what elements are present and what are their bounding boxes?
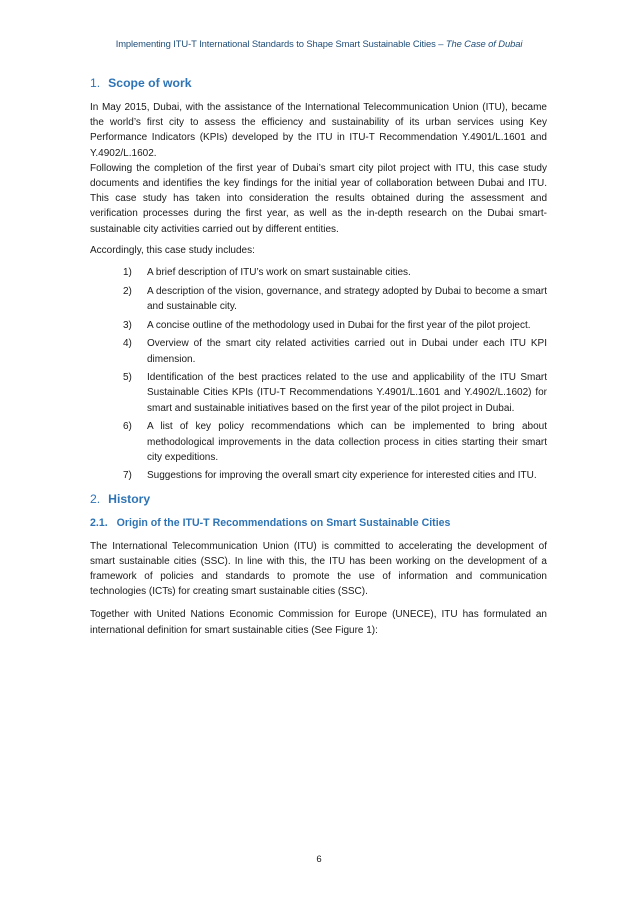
scope-paragraph-1: In May 2015, Dubai, with the assistance of the International Telecommunication Union (ITU), became the world’s first city to assess the efficiency and sustainability of its urban services using Key Performance Indicators (KPIs) developed by the ITU in ITU-T Recommendation Y.4901/L.1601 and Y.4902/L.1602. [90,102,547,159]
history-paragraph-2: Together with United Nations Economic Commission for Europe (UNECE), ITU has formulated an international definition for smart sustainable cities (See Figure 1): [90,609,547,636]
section-2-heading [90,492,547,506]
list-item [90,370,547,416]
section-2-title: History [108,491,151,506]
section-1-heading [90,76,547,90]
list-item-text: A description of the vision, governance, and strategy adopted by Dubai to become a smart and sustainable city. [147,285,547,312]
running-header [0,38,638,49]
scope-paragraph-2: Following the completion of the first year of Dubai’s smart city pilot project with ITU, this case study documents and identifies the key findings for the initial year of collaboration between Dubai and ITU. This case study has taken into consideration the results obtained during the assessment and verification processes during the first year, as well as the in-depth research on the Dubai smart-sustainable city activities carried out by different entities. [90,162,547,235]
list-item-number: 4) [123,338,132,350]
subsection-2-1-number: 2.1. [90,516,108,529]
list-item-text: Suggestions for improving the overall smart city experience for interested cities and ITU. [147,470,537,482]
list-item-number: 7) [123,470,132,482]
list-item-text: Overview of the smart city related activities carried out in Dubai under each ITU KPI dimension. [147,338,547,365]
list-item-number: 2) [123,285,132,297]
list-item [90,419,547,465]
section-1-title: Scope of work [108,76,192,90]
history-paragraph-1: The International Telecommunication Union (ITU) is committed to accelerating the development of smart sustainable cities (SSC). In line with this, the ITU has been working on the development of a framework of policies and standards to promote the use of information and communication technologies (ICTs) for creating smart sustainable cities (SSC). [90,540,547,598]
list-item-text: A concise outline of the methodology used in Dubai for the first year of the pilot project. [147,319,531,331]
subsection-2-1-title: Origin of the ITU-T Recommendations on Smart Sustainable Cities [116,516,451,529]
list-item-number: 3) [123,319,132,331]
section-2-number: 2. [90,491,101,506]
list-item [90,468,547,483]
list-item [90,336,547,366]
scope-paragraph-3: Accordingly, this case study includes: [90,244,255,256]
list-item-text: Identification of the best practices related to the use and applicability of the ITU Smart Sustainable Cities KPIs (ITU-T Recommendations Y.4901/L.1601 and Y.4902/L.1602) for smart and sustainable initiatives based on the first year of the pilot project in Dubai. [147,372,547,414]
list-item-text: A brief description of ITU’s work on smart sustainable cities. [147,267,411,279]
list-item [90,284,547,314]
subsection-2-1-heading [90,517,547,529]
list-item-number: 1) [123,267,132,279]
section-1-number: 1. [90,76,101,90]
page-content [90,76,547,638]
list-item [90,318,547,333]
list-item-number: 6) [123,421,132,433]
header-title: Implementing ITU-T International Standards to Shape Smart Sustainable Cities – [115,38,446,49]
case-study-list [90,265,547,484]
page-number: 6 [316,854,322,865]
list-item-number: 5) [123,372,132,384]
header-case: The Case of Dubai [445,38,523,49]
list-item [90,265,547,280]
list-item-text: A list of key policy recommendations which can be implemented to bring about methodological improvements in the data collection process in cities starting their smart city expeditions. [147,421,547,463]
